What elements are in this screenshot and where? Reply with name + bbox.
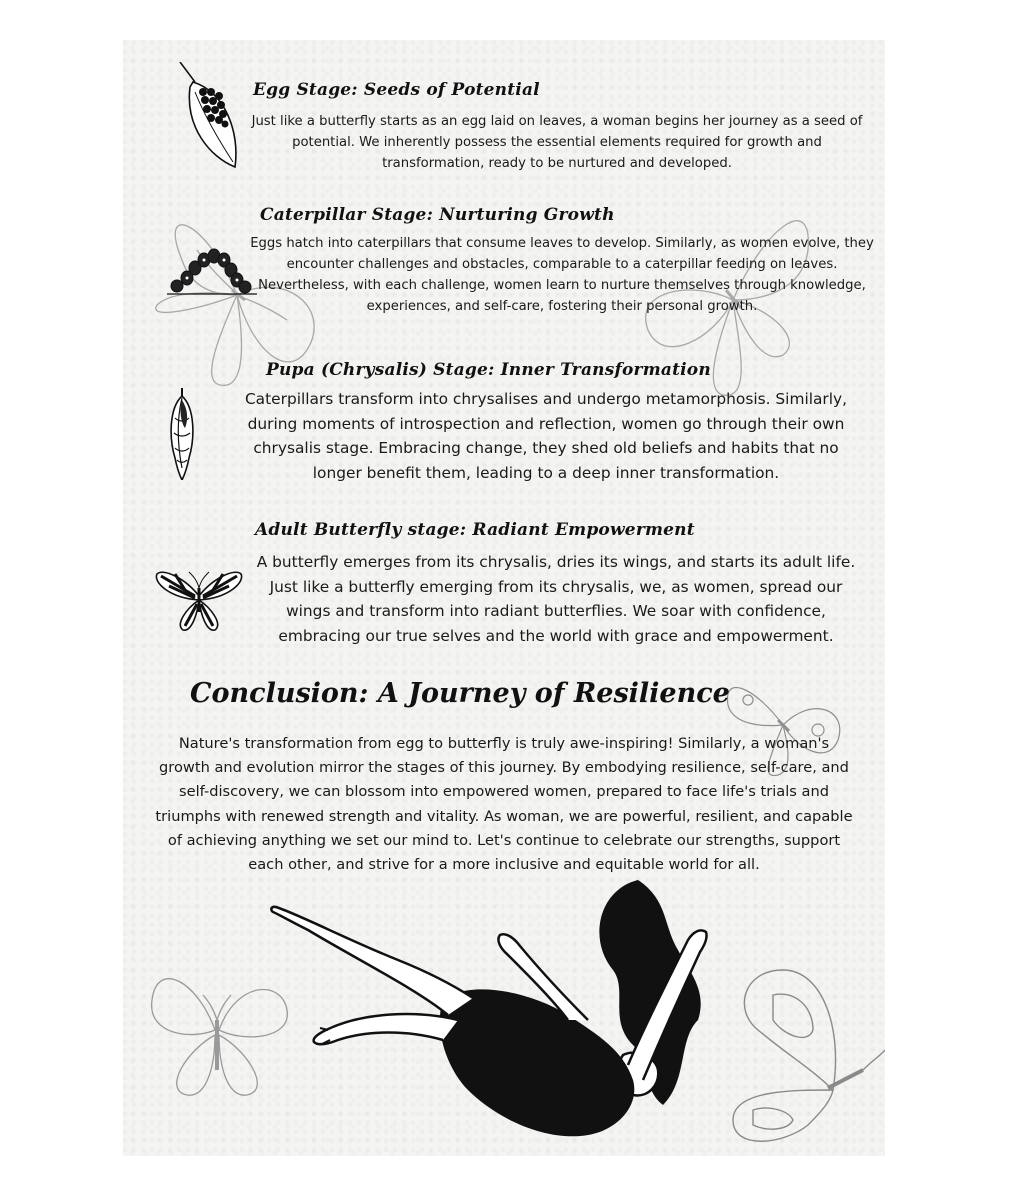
stage-body: Eggs hatch into caterpillars that consume leaves to develop. Similarly, as women evolve, they encounter challenges and obstacles, comparable to a caterpillar feeding on leaves. Nevertheless, with each challenge, women learn to nurture themselves through knowledge, experiences, and self-care, fostering their personal growth.	[250, 236, 874, 314]
stage-title: Egg Stage: Seeds of Potential	[253, 80, 540, 100]
stage-title: Adult Butterfly stage: Radiant Empowerment	[255, 520, 695, 540]
chrysalis-icon	[167, 388, 197, 480]
stage-body: Just like a butterfly starts as an egg laid on leaves, a woman begins her journey as a seed of potential. We inherently possess the essential elements required for growth and transformation, ready to be nurtured and developed.	[251, 114, 863, 171]
falling-woman-illustration	[268, 880, 718, 1156]
page-paper	[123, 40, 885, 1156]
egg-leaf-icon	[175, 62, 245, 172]
conclusion-body: Nature's transformation from egg to butterfly is truly awe-inspiring! Similarly, a woman's growth and evolution mirror the stages of this journey. By embodying resilience, self-care, and self-discovery, we can blossom into empowered women, prepared to face life's trials and triumphs with renewed strength and vitality. As woman, we are powerful, resilient, and capable of achieving anything we set our mind to. Let's continue to celebrate our strengths, support each other, and strive for a more inclusive and equitable world for all.	[155, 735, 853, 874]
stage-title: Caterpillar Stage: Nurturing Growth	[260, 205, 615, 225]
butterfly-icon	[155, 568, 243, 632]
conclusion-title: Conclusion: A Journey of Resilience	[190, 678, 730, 709]
caterpillar-icon	[167, 240, 257, 300]
sketch-butterfly-icon	[713, 950, 885, 1150]
stage-body: A butterfly emerges from its chrysalis, dries its wings, and starts its adult life. Just like a butterfly emerging from its chrysalis, we, as women, spread our wings and transform into radiant butterflies. We soar with confidence, embracing our true selves and the world with grace and empowerment.	[256, 553, 856, 645]
stage-title: Pupa (Chrysalis) Stage: Inner Transformation	[266, 360, 711, 380]
stage-body: Caterpillars transform into chrysalises and undergo metamorphosis. Similarly, during moments of introspection and reflection, women go through their own chrysalis stage. Embracing change, they shed old beliefs and habits that no longer benefit them, leading to a deep inner transformation.	[244, 390, 848, 482]
